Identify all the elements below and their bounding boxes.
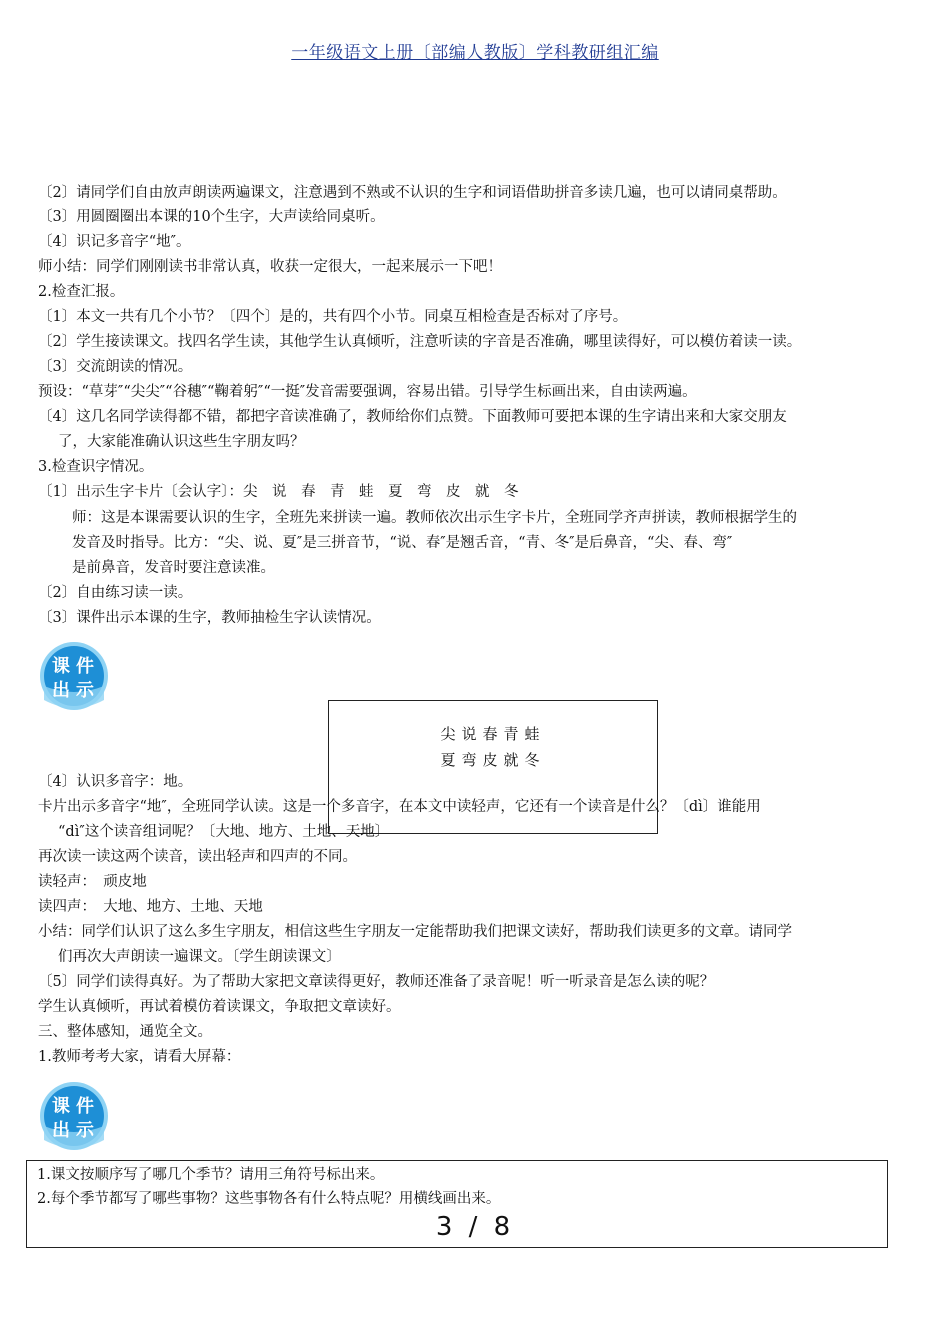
text-line: 〔3〕用圆圈圈出本课的10个生字，大声读给同桌听。 — [38, 209, 385, 225]
badge-char: 示 — [76, 680, 94, 701]
text-line: 〔3〕课件出示本课的生字，教师抽检生字认读情况。 — [38, 610, 381, 626]
text-line: 〔4〕认识多音字：地。 — [38, 774, 193, 790]
text-line: 发音及时指导。比方：“尖、说、夏″是三拼音节，“说、春″是翘舌音，“青、冬″是后鼻音，“尖、春、弯″ — [72, 535, 733, 551]
courseware-badge — [38, 1080, 110, 1152]
courseware-badge-icon — [38, 640, 110, 712]
text-line: 三、整体感知，通览全文。 — [38, 1024, 212, 1040]
text-line: 读轻声： 顽皮地 — [38, 874, 147, 890]
page-number: 3 / 8 — [435, 1212, 515, 1242]
text-line: 3.检查识字情况。 — [38, 459, 154, 475]
badge-char: 件 — [76, 656, 94, 677]
text-line: 了，大家能准确认识这些生字朋友吗？ — [58, 434, 305, 450]
text-line: 预设：“草芽″“尖尖″“谷穗″“鞠着躬″“一挺″发音需要强调，容易出错。引导学生标画出来，自由读两遍。 — [38, 384, 697, 400]
text-line: 是前鼻音，发音时要注意读准。 — [72, 560, 275, 576]
text-line: 读四声： 大地、地方、土地、天地 — [38, 899, 263, 915]
text-line: 〔4〕识记多音字“地″。 — [38, 234, 191, 250]
text-line: 〔3〕交流朗读的情况。 — [38, 359, 193, 375]
text-line: 〔4〕这几名同学读得都不错，都把字音读准确了，教师给你们点赞。下面教师可要把本课的生字请出来和大家交朋友 — [38, 409, 787, 425]
badge-char: 出 — [52, 1120, 70, 1141]
document-header: 一年级语文上册〔部编人教版〕学科教研组汇编 — [291, 43, 659, 63]
text-line: 〔1〕本文一共有几个小节？〔四个〕是的，共有四个小节。同桌互相检查是否标对了序号。 — [38, 309, 628, 325]
character-row: 夏弯皮就冬 — [440, 751, 546, 769]
text-line: 师：这是本课需要认识的生字，全班先来拼读一遍。教师依次出示生字卡片，全班同学齐声拼读，教师根据学生的 — [72, 510, 797, 526]
text-line: 〔2〕请同学们自由放声朗读两遍课文，注意遇到不熟或不认识的生字和词语借助拼音多读几遍，也可以请同桌帮助。 — [38, 185, 787, 201]
text-line: 〔1〕出示生字卡片〔会认字〕：尖 说 春 青 蛙 夏 弯 皮 就 冬 — [38, 484, 519, 500]
text-line: 2.检查汇报。 — [38, 284, 125, 300]
text-line: “dì″这个读音组词呢？〔大地、地方、土地、天地〕 — [58, 824, 390, 840]
text-line: 小结：同学们认识了这么多生字朋友，相信这些生字朋友一定能帮助我们把课文读好，帮助我们读更多的文章。请同学 — [38, 924, 792, 940]
question-line: 1.课文按顺序写了哪几个季节？请用三角符号标出来。 — [37, 1167, 385, 1183]
courseware-badge-icon — [38, 1080, 110, 1152]
text-line: 再次读一读这两个读音，读出轻声和四声的不同。 — [38, 849, 357, 865]
text-line: 师小结：同学们刚刚读书非常认真，收获一定很大，一起来展示一下吧！ — [38, 259, 502, 275]
question-line: 2.每个季节都写了哪些事物？这些事物各有什么特点呢？用横线画出来。 — [37, 1191, 501, 1207]
text-line: 1.教师考考大家，请看大屏幕： — [38, 1049, 241, 1065]
text-line: 〔2〕学生接读课文。找四名学生读，其他学生认真倾听，注意听读的字音是否准确，哪里读得好，可以模仿着读一读。 — [38, 334, 802, 350]
text-line: 学生认真倾听，再试着模仿着读课文，争取把文章读好。 — [38, 999, 401, 1015]
badge-char: 示 — [76, 1120, 94, 1141]
text-line: 〔5〕同学们读得真好。为了帮助大家把文章读得更好，教师还准备了录音呢！听一听录音是怎么读的呢？ — [38, 974, 715, 990]
courseware-badge — [38, 640, 110, 712]
text-line: 〔2〕自由练习读一读。 — [38, 585, 193, 601]
text-line: 卡片出示多音字“地″，全班同学认读。这是一个多音字，在本文中读轻声，它还有一个读音是什么？〔dì〕谁能用 — [38, 799, 761, 815]
text-line: 们再次大声朗读一遍课文。〔学生朗读课文〕 — [58, 949, 341, 965]
badge-char: 课 — [52, 656, 70, 677]
badge-char: 出 — [52, 680, 70, 701]
badge-char: 件 — [76, 1096, 94, 1117]
character-row: 尖说春青蛙 — [440, 725, 546, 743]
badge-char: 课 — [52, 1096, 70, 1117]
